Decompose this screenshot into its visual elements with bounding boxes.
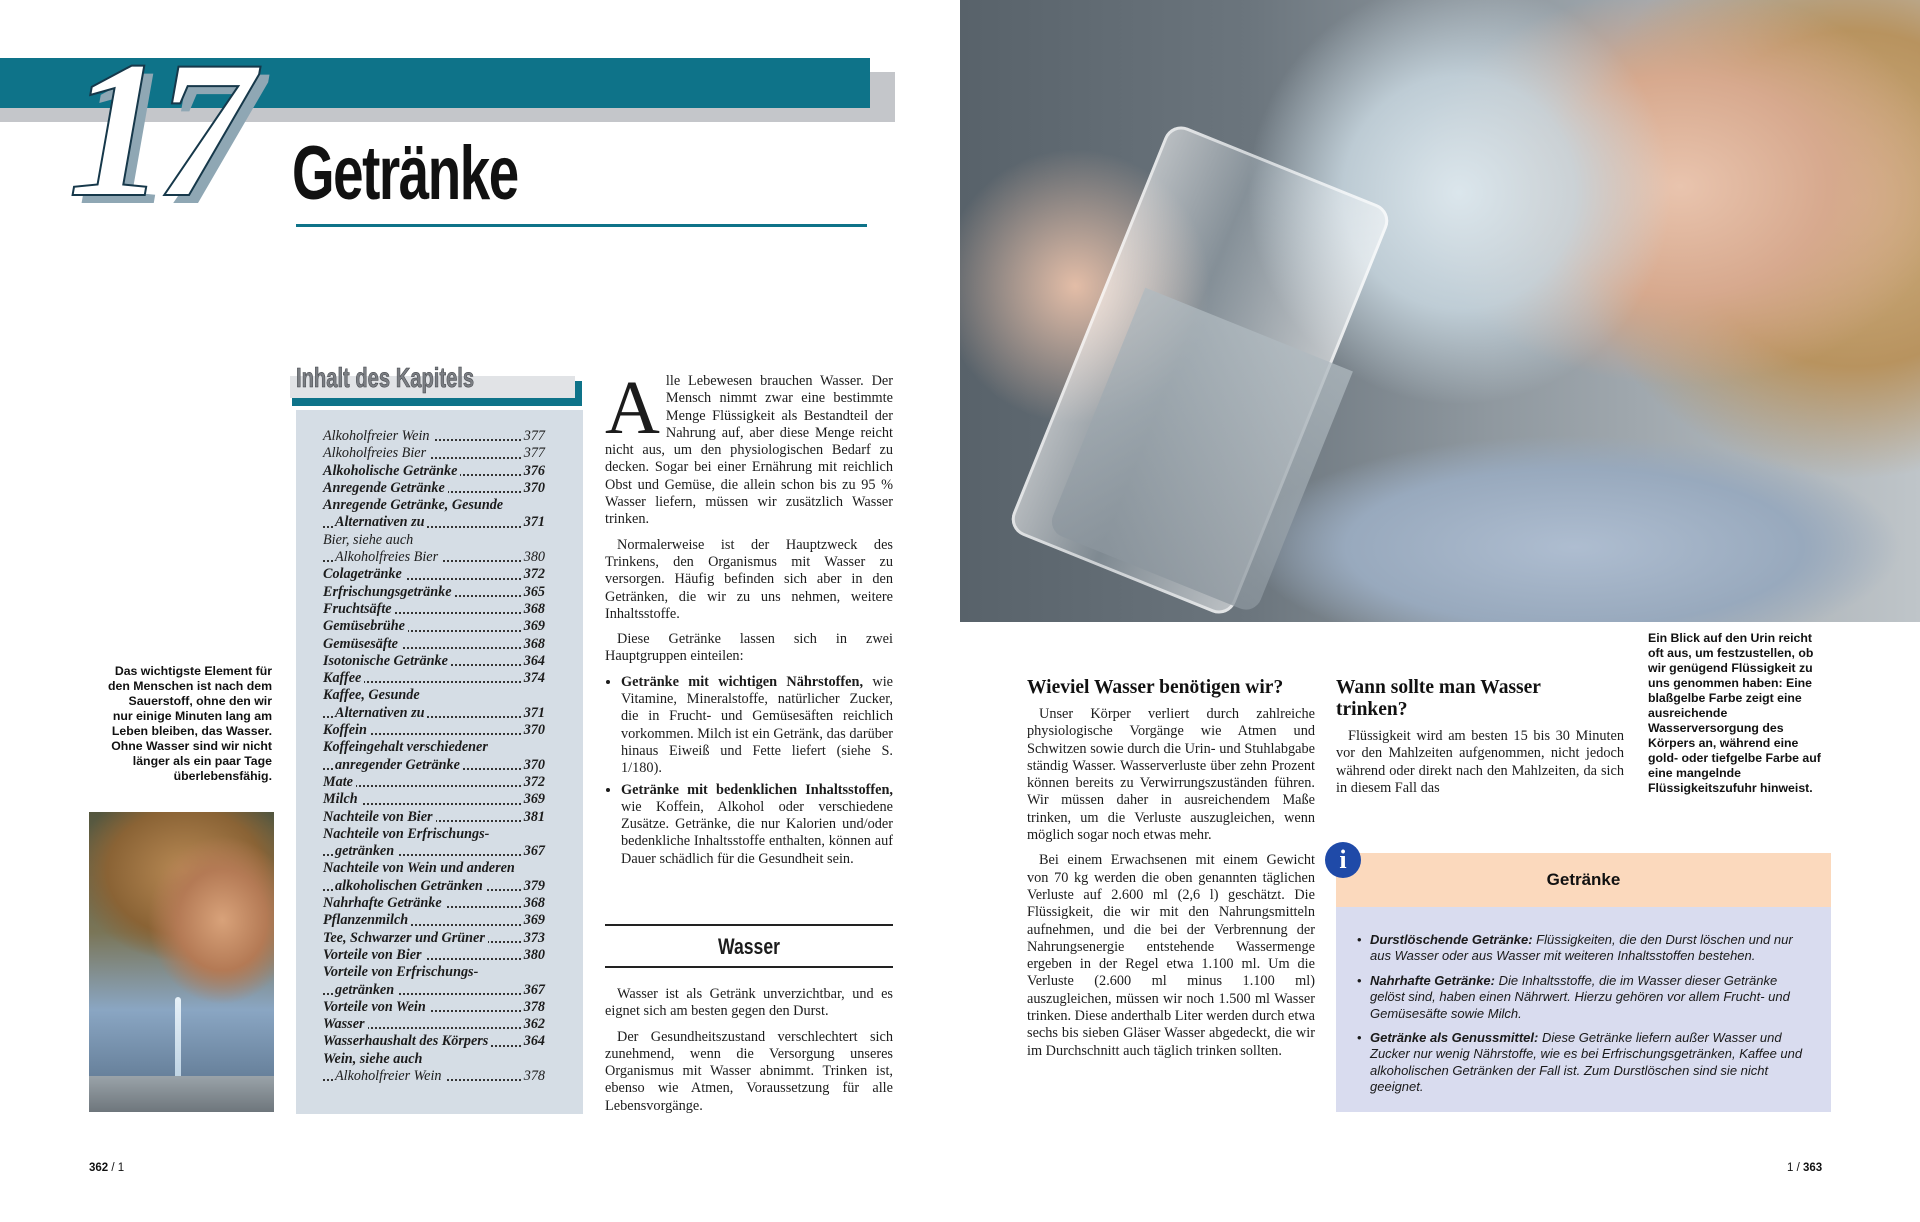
toc-entry bbox=[323, 636, 545, 653]
toc-entry-title: Nachteile von Bier bbox=[323, 809, 436, 825]
toc-entry bbox=[323, 791, 545, 808]
toc-entry-title: anregender Getränke bbox=[335, 757, 463, 773]
wasser-paragraph-1: Wasser ist als Getränk unverzichtbar, und es eignet sich am besten gegen den Durst. bbox=[605, 986, 893, 1020]
infobox-title: Getränke bbox=[1546, 870, 1621, 889]
toc-entry-page: 364 bbox=[521, 653, 545, 670]
toc-entry-page: 380 bbox=[521, 947, 545, 964]
toc-entry-title: Erfrischungsgetränke bbox=[323, 584, 455, 600]
toc-entry bbox=[323, 1051, 545, 1068]
toc-entry-page: 378 bbox=[521, 1068, 545, 1085]
page-number-left-sub: / 1 bbox=[108, 1162, 125, 1174]
toc-entry-page: 370 bbox=[521, 722, 545, 739]
toc-entry bbox=[323, 566, 545, 583]
wasser-paragraph-2: Der Gesundheitszustand verschlechtert sich zunehmend, wenn die Versorgung unseres Organismus mit Wasser abnimmt. Trinken ist, ebenso wie Atmen, Voraussetzung für alle Lebensvorgänge. bbox=[605, 1028, 893, 1114]
toc-entry-page: 367 bbox=[521, 843, 545, 860]
infobox-list bbox=[1357, 932, 1812, 1104]
toc-entry bbox=[323, 653, 545, 670]
toc-entry-page: 370 bbox=[521, 757, 545, 774]
toc-entry-title: Nachteile von Wein und anderen bbox=[323, 860, 518, 876]
toc-entry-title: Pflanzenmilch bbox=[323, 912, 411, 928]
toc-entry-title: Mate bbox=[323, 774, 356, 790]
toc-entry-page: 377 bbox=[521, 445, 545, 462]
toc-entry-page: 371 bbox=[521, 514, 545, 531]
toc-entry-page: 368 bbox=[521, 636, 545, 653]
wann-heading: Wann sollte man Wasser trinken? bbox=[1336, 677, 1541, 720]
toc-entry bbox=[323, 428, 545, 445]
toc-entry bbox=[323, 947, 545, 964]
toc-entry bbox=[323, 826, 545, 843]
toc-entry bbox=[323, 722, 545, 739]
toc-entry-page: 368 bbox=[521, 601, 545, 618]
toc-entry bbox=[323, 1068, 545, 1085]
toc-entry bbox=[323, 463, 545, 480]
toc-entry-page: 365 bbox=[521, 584, 545, 601]
toc-entry-page: 371 bbox=[521, 705, 545, 722]
wasser-heading: Wasser bbox=[718, 934, 780, 959]
toc-entry-page: 362 bbox=[521, 1016, 545, 1033]
toc-entry-title: Vorteile von Wein bbox=[323, 999, 429, 1015]
toc-entry-title: Vorteile von Bier bbox=[323, 947, 425, 963]
toc-entry-title: Alkoholfreier Wein bbox=[323, 428, 433, 444]
toc-entry-title: Wasser bbox=[323, 1016, 368, 1032]
bullet-1-text: wie Vitamine, Mineralstoffe, natürlicher Zucker, die in Frucht- und Gemüsesäften reichlich vorkommen. Milch ist ein Getränk, das darüber hinaus Eiweiß und Fette liefert (siehe S. 1/180). bbox=[621, 673, 894, 777]
bullet-2-text: wie Koffein, Alkohol oder verschiedene Zusätze. Getränke, die nur Kalorien und/oder bedenkliche Inhaltsstoffe enthalten, können auf Dauer schädlich für die Gesundheit sein. bbox=[621, 798, 893, 867]
intro-column bbox=[605, 366, 894, 872]
toc-entry-page: 372 bbox=[521, 774, 545, 791]
toc-entry bbox=[323, 618, 545, 635]
wasser-rule-top bbox=[605, 924, 893, 926]
infobox-item-2 bbox=[1357, 973, 1812, 1022]
wieviel-paragraph-2: Bei einem Erwachsenen mit einem Gewicht von 70 kg werden die oben genannten täglichen Verluste auf 2.600 ml (2,6 l) geschätzt. Die Flüssigkeit, die wir mit den Nahrungsmitteln aufnehmen, und die bei der Verbrennung der Nahrungsenergie entstehende Wassermenge ergeben in der Regel etwa 1.100 ml. Um die Verluste (2.600 ml minus 1.100 ml) auszugleichen, müssen wir noch 1.500 ml Wasser trinken. Diese anderthalb Liter werden durch etwa sechs bis sieben Gläser Wasser abgedeckt, die wir im Durchschnitt auch täglich trinken sollten. bbox=[1027, 852, 1315, 1059]
toc-entry bbox=[323, 999, 545, 1016]
toc-entry bbox=[323, 757, 545, 774]
infobox-item-3 bbox=[1357, 1030, 1812, 1096]
toc-entry-title: Alkoholfreier Wein bbox=[335, 1068, 445, 1084]
toc-entry-title: Alkoholfreies Bier bbox=[323, 445, 429, 461]
toc-entry-title: Wein, siehe auch bbox=[323, 1051, 425, 1067]
toc-entry bbox=[323, 705, 545, 722]
toc-entry bbox=[323, 514, 545, 531]
toc-entry-page: 376 bbox=[521, 463, 545, 480]
toc-entry-title: getränken bbox=[335, 843, 397, 859]
wasser-rule-bottom bbox=[605, 966, 893, 968]
toc-entry-page: 381 bbox=[521, 809, 545, 826]
toc-entry-title: alkoholischen Getränken bbox=[335, 878, 486, 894]
infobox-item-3-term: Getränke als Genussmittel: bbox=[1370, 1030, 1539, 1046]
toc-entry bbox=[323, 670, 545, 687]
toc-entry bbox=[323, 532, 545, 549]
wieviel-heading: Wieviel Wasser benötigen wir? bbox=[1027, 677, 1284, 698]
page-number-left bbox=[89, 1162, 124, 1174]
woman-drinking-fountain-photo bbox=[89, 812, 274, 1112]
toc-entry-title: Kaffee bbox=[323, 670, 364, 686]
intro-paragraph-2: Normalerweise ist der Hauptzweck des Trinkens, den Organismus mit Wasser zu versorgen. Häufig befinden sich aber in den Getränken, die wir zu uns nehmen, weitere Inhaltsstoffe. bbox=[605, 536, 893, 622]
drop-cap: A bbox=[605, 366, 660, 450]
wasser-body bbox=[605, 986, 893, 1123]
toc-entry bbox=[323, 878, 545, 895]
toc-entry-title: Koffeingehalt verschiedener bbox=[323, 739, 491, 755]
toc-entry-title: Vorteile von Erfrischungs- bbox=[323, 964, 481, 980]
toc-entry-page: 364 bbox=[521, 1033, 545, 1050]
chapter-title: Getränke bbox=[292, 131, 518, 216]
toc-entry-title: Colagetränke bbox=[323, 566, 405, 582]
fountain-basin bbox=[89, 1076, 274, 1112]
toc-entry-title: Fruchtsäfte bbox=[323, 601, 395, 617]
toc-entry-title: Alkoholische Getränke bbox=[323, 463, 460, 479]
toc-list bbox=[323, 428, 545, 1085]
page-number-right-main: 363 bbox=[1802, 1162, 1823, 1174]
toc-entry-title: Wasserhaushalt des Körpers bbox=[323, 1033, 491, 1049]
infobox-item-2-text: Die Inhaltsstoffe, die im Wasser dieser Getränke gelöst sind, haben einen Nährwert. Hierzu gehören vor allem Frucht- und Gemüsesäfte sowie Milch. bbox=[1370, 972, 1790, 1021]
toc-entry bbox=[323, 930, 545, 947]
toc-entry bbox=[323, 809, 545, 826]
wann-column bbox=[1336, 728, 1624, 797]
toc-entry-page: 369 bbox=[521, 912, 545, 929]
toc-entry bbox=[323, 895, 545, 912]
toc-entry bbox=[323, 912, 545, 929]
toc-entry-title: Kaffee, Gesunde bbox=[323, 687, 423, 703]
toc-entry-page: 379 bbox=[521, 878, 545, 895]
info-icon: i bbox=[1325, 842, 1361, 878]
toc-entry-page: 370 bbox=[521, 480, 545, 497]
toc-entry bbox=[323, 739, 545, 756]
urine-caption: Ein Blick auf den Urin reicht oft aus, um festzustellen, ob wir genügend Flüssigkeit zu uns genommen haben: Eine blaßgelbe Farbe zeigt eine ausreichende Wasserversorgung des Körpers an, während eine gold- oder tiefgelbe Farbe auf eine mangelnde Flüssigkeitszufuhr hinweist. bbox=[1648, 631, 1821, 795]
infobox-item-1 bbox=[1357, 932, 1812, 965]
infobox-item-1-text: Flüssigkeiten, die den Durst löschen und nur aus Wasser oder aus Wasser mit weiteren Inhaltsstoffen bestehen. bbox=[1370, 932, 1793, 964]
toc-entry-title: getränken bbox=[335, 982, 397, 998]
toc-entry-page: 377 bbox=[521, 428, 545, 445]
toc-leader-dots bbox=[323, 785, 545, 787]
toc-entry-page: 380 bbox=[521, 549, 545, 566]
toc-entry bbox=[323, 480, 545, 497]
toc-entry bbox=[323, 1016, 545, 1033]
toc-entry-title: Nahrhafte Getränke bbox=[323, 895, 445, 911]
intro-bullet-list bbox=[605, 674, 893, 868]
toc-entry-page: 369 bbox=[521, 618, 545, 635]
woman-drinking-glass-photo bbox=[960, 0, 1920, 622]
page-number-left-main: 362 bbox=[89, 1162, 109, 1174]
toc-heading: Inhalt des Kapitels bbox=[296, 362, 475, 393]
toc-entry bbox=[323, 497, 545, 514]
toc-entry bbox=[323, 584, 545, 601]
toc-entry-title: Alkoholfreies Bier bbox=[335, 549, 441, 565]
intro-paragraph-3: Diese Getränke lassen sich in zwei Hauptgruppen einteilen: bbox=[605, 631, 893, 665]
chapter-title-rule bbox=[296, 224, 867, 227]
toc-entry bbox=[323, 964, 545, 981]
toc-entry bbox=[323, 860, 545, 877]
toc-entry-title: Tee, Schwarzer und Grüner bbox=[323, 930, 488, 946]
wieviel-paragraph-1: Unser Körper verliert durch zahlreiche physiologische Vorgänge wie Atmen und Schwitzen sowie durch die Urin- und Stuhlabgabe ständig Wasser. Wasserverluste über zehn Prozent können bereits zu Verwirrungszuständen führen. Wir müssen daher in ausreichendem Maße trinken, um die Verluste auszugleichen, wenn möglich sogar noch etwas mehr. bbox=[1027, 706, 1315, 844]
toc-entry-title: Bier, siehe auch bbox=[323, 532, 416, 548]
toc-entry-page: 372 bbox=[521, 566, 545, 583]
toc-entry-title: Anregende Getränke, Gesunde bbox=[323, 497, 506, 513]
infobox-item-1-term: Durstlöschende Getränke: bbox=[1370, 932, 1533, 947]
toc-entry-page: 374 bbox=[521, 670, 545, 687]
toc-entry-title: Anregende Getränke bbox=[323, 480, 448, 496]
toc-entry-page: 373 bbox=[521, 930, 545, 947]
toc-entry bbox=[323, 549, 545, 566]
toc-entry-title: Koffein bbox=[323, 722, 370, 738]
intro-bullet-1 bbox=[621, 674, 893, 778]
toc-entry bbox=[323, 1033, 545, 1050]
toc-entry-page: 367 bbox=[521, 982, 545, 999]
toc-entry-title: Nachteile von Erfrischungs- bbox=[323, 826, 492, 842]
wann-paragraph-1: Flüssigkeit wird am besten 15 bis 30 Minuten vor den Mahlzeiten aufgenommen, nicht jedoch während oder direkt nach den Mahlzeiten, da sich in diesem Fall das bbox=[1336, 728, 1624, 796]
toc-entry-page: 369 bbox=[521, 791, 545, 808]
toc-entry bbox=[323, 445, 545, 462]
wieviel-column bbox=[1027, 706, 1315, 1068]
bullet-2-bold: Getränke mit bedenklichen Inhaltsstoffen, bbox=[621, 781, 893, 798]
intro-bullet-2 bbox=[621, 782, 893, 868]
intro-paragraph-1: lle Lebewesen brauchen Wasser. Der Mensch nimmt zwar eine bestimmte Menge Flüssigkeit als Bestandteil der Nahrung auf, aber diese Menge reicht nicht aus, um den physiologischen Bedarf zu decken. Sogar bei einer Ernährung mit reichlich Obst und Gemüse, die allein schon bis zu 95 % Wasser liefern, müssen wir zusätzlich Wasser trinken. bbox=[605, 373, 893, 528]
toc-entry-page: 378 bbox=[521, 999, 545, 1016]
page-number-right bbox=[1787, 1162, 1822, 1174]
toc-entry bbox=[323, 601, 545, 618]
toc-entry-title: Milch bbox=[323, 791, 361, 807]
toc-entry bbox=[323, 843, 545, 860]
toc-entry-title: Alternativen zu bbox=[335, 705, 427, 721]
toc-entry-title: Isotonische Getränke bbox=[323, 653, 451, 669]
bullet-1-bold: Getränke mit wichtigen Nährstoffen, bbox=[621, 673, 864, 690]
left-caption: Das wichtigste Element für den Menschen ist nach dem Sauerstoff, ohne den wir nur einige Minuten lang am Leben bleiben, das Wasser. Ohne Wasser sind wir nicht länger als ein paar Tage überlebensfähig. bbox=[108, 664, 272, 783]
toc-entry-page: 368 bbox=[521, 895, 545, 912]
toc-entry bbox=[323, 774, 545, 791]
infobox-item-3-text: Diese Getränke liefern außer Wasser und Zucker nur wenig Nährstoffe, wie es bei Erfrischungsgetränken, Kaffee und alkoholischen Getränken der Fall ist. Zum Durstlöschen sind sie nicht geeignet. bbox=[1370, 1030, 1803, 1095]
toc-entry bbox=[323, 687, 545, 704]
toc-entry-title: Gemüsesäfte bbox=[323, 636, 401, 652]
page-number-right-sub: 1 / bbox=[1787, 1162, 1803, 1174]
infobox-item-2-term: Nahrhafte Getränke: bbox=[1370, 972, 1495, 988]
chapter-number: 17 bbox=[68, 21, 244, 238]
toc-entry bbox=[323, 982, 545, 999]
toc-entry-title: Alternativen zu bbox=[335, 514, 427, 530]
toc-entry-title: Gemüsebrühe bbox=[323, 618, 408, 634]
